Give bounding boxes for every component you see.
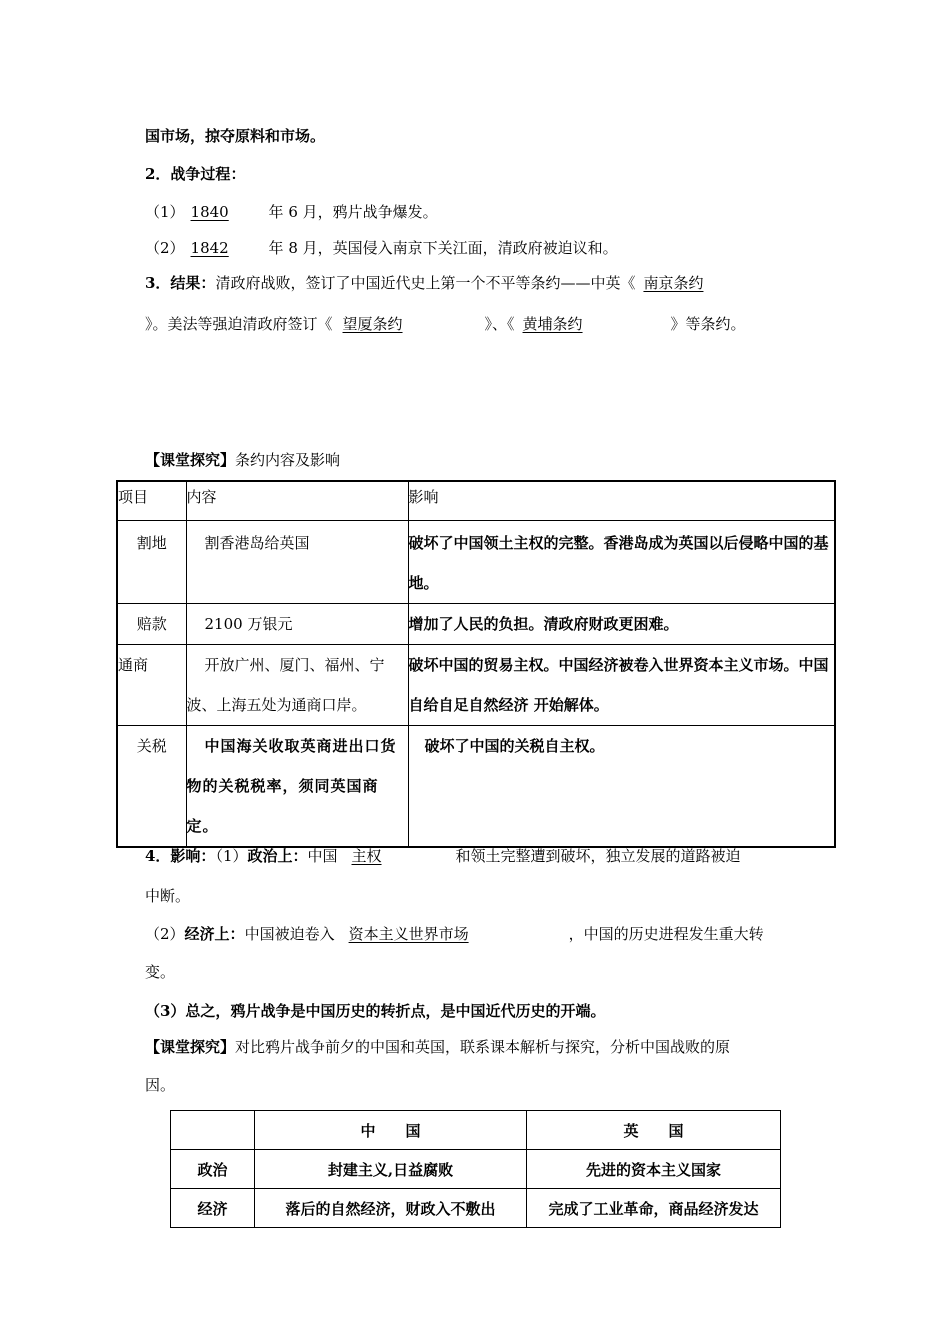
- treaty-impact: 破坏了中国领土主权的完整。香港岛成为英国以后侵略中国的基地。: [408, 521, 835, 604]
- treaty-header-impact: 影响: [408, 481, 835, 521]
- result-text-2: 》。美法等强迫清政府签订《: [145, 315, 333, 333]
- result-line-1: [145, 273, 717, 293]
- process-item-2-prefix: （2）: [145, 239, 185, 257]
- compare-britain: 完成了工业革命，商品经济发达: [527, 1189, 781, 1228]
- treaty-impact: 增加了人民的负担。清政府财政更困难。: [408, 604, 835, 645]
- treaty-content: 开放广州、厦门、福州、宁波、上海五处为通商口岸。: [186, 645, 408, 726]
- result-text-1: 清政府战败，签订了中国近代史上第一个不平等条约——中英《: [215, 274, 636, 292]
- compare-table: [170, 1110, 781, 1228]
- treaty-impact: 破坏了中国的关税自主权。: [408, 726, 835, 848]
- influence-p1-text-3: 中断。: [145, 887, 191, 905]
- treaty-content: 割香港岛给英国: [186, 521, 408, 604]
- influence-p2-blank: 资本主义世界市场: [348, 925, 469, 943]
- influence-p2-text-3: 变。: [145, 963, 176, 981]
- explore-1-tag: 【课堂探究】: [145, 451, 236, 469]
- explore-1-title: 条约内容及影响: [235, 451, 341, 469]
- influence-p1-bold: 政治上：: [247, 847, 308, 865]
- treaty-item: 割地: [117, 521, 186, 604]
- table-row: [117, 604, 835, 645]
- result-blank-1: 南京条约: [643, 274, 704, 292]
- influence-label: 4．影响：: [145, 847, 216, 865]
- influence-p1-prefix: （1）: [215, 847, 248, 865]
- treaty-header-content: 内容: [186, 481, 408, 521]
- table-row: [171, 1150, 781, 1189]
- table-row: [117, 726, 835, 848]
- process-item-1-suffix: 年 6 月，鸦片战争爆发。: [268, 203, 438, 221]
- explore-2-text-1: 对比鸦片战争前夕的中国和英国，联系课本解析与探究，分析中国战败的原: [235, 1038, 731, 1056]
- process-item-2: [145, 238, 618, 258]
- compare-china: 落后的自然经济，财政入不敷出: [255, 1189, 527, 1228]
- explore-2-tag: 【课堂探究】: [145, 1038, 236, 1056]
- treaty-item: 关税: [117, 726, 186, 848]
- influence-p2-prefix: （2）: [145, 925, 185, 943]
- compare-china: 封建主义,日益腐败: [255, 1150, 527, 1189]
- treaty-header-item: 项目: [117, 481, 186, 521]
- influence-line-2: [145, 924, 764, 944]
- compare-header-aspect: [171, 1111, 255, 1150]
- influence-line-1: [145, 846, 741, 866]
- treaty-item: 通商: [117, 645, 186, 726]
- influence-p3: （3）总之，鸦片战争是中国历史的转折点，是中国近代历史的开端。: [145, 1002, 606, 1020]
- influence-p2-bold: 经济上：: [184, 925, 245, 943]
- influence-p1-text-2: 和领土完整遭到破坏，独立发展的道路被迫: [455, 847, 741, 865]
- treaty-item: 赔款: [117, 604, 186, 645]
- compare-header-china: 中 国: [255, 1111, 527, 1150]
- influence-p2-text-2: ，中国的历史进程发生重大转: [568, 925, 764, 943]
- table-row: [117, 521, 835, 604]
- treaty-content: 中国海关收取英商进出口货物的关税税率，须同英国商定。: [186, 726, 408, 848]
- compare-aspect: 政治: [171, 1150, 255, 1189]
- result-blank-3: 黄埔条约: [522, 315, 583, 333]
- result-text-3: 》、《: [484, 315, 515, 333]
- compare-table-header: [171, 1111, 781, 1150]
- process-item-1-blank: 1840: [190, 203, 229, 221]
- treaty-impact: 破坏中国的贸易主权。中国经济被卷入世界资本主义市场。中国自给自足自然经济 开始解体。: [408, 645, 835, 726]
- result-line-2: [145, 314, 746, 334]
- compare-aspect: 经济: [171, 1189, 255, 1228]
- table-row: [171, 1189, 781, 1228]
- process-item-2-blank: 1842: [190, 239, 229, 257]
- result-blank-2: 望厦条约: [342, 315, 403, 333]
- influence-p1-text-1: 中国: [307, 847, 338, 865]
- explore-1-heading: [145, 450, 340, 470]
- table-row: [117, 645, 835, 726]
- explore-2-line-1: [145, 1037, 730, 1057]
- process-item-2-suffix: 年 8 月，英国侵入南京下关江面，清政府被迫议和。: [268, 239, 618, 257]
- treaty-table: [116, 480, 836, 848]
- influence-p2-text-1: 中国被迫卷入: [244, 925, 335, 943]
- influence-p1-blank: 主权: [351, 847, 382, 865]
- process-item-1: [145, 202, 438, 222]
- treaty-content: 2100 万银元: [186, 604, 408, 645]
- process-item-1-prefix: （1）: [145, 203, 185, 221]
- result-label: 3．结果：: [145, 274, 216, 292]
- compare-britain: 先进的资本主义国家: [527, 1150, 781, 1189]
- compare-header-britain: 英 国: [527, 1111, 781, 1150]
- process-heading: 2．战争过程：: [145, 165, 246, 183]
- explore-2-text-2: 因。: [145, 1076, 176, 1094]
- treaty-table-header: [117, 481, 835, 521]
- result-text-4: 》等条约。: [670, 315, 746, 333]
- intro-line: 国市场，掠夺原料和市场。: [145, 127, 326, 145]
